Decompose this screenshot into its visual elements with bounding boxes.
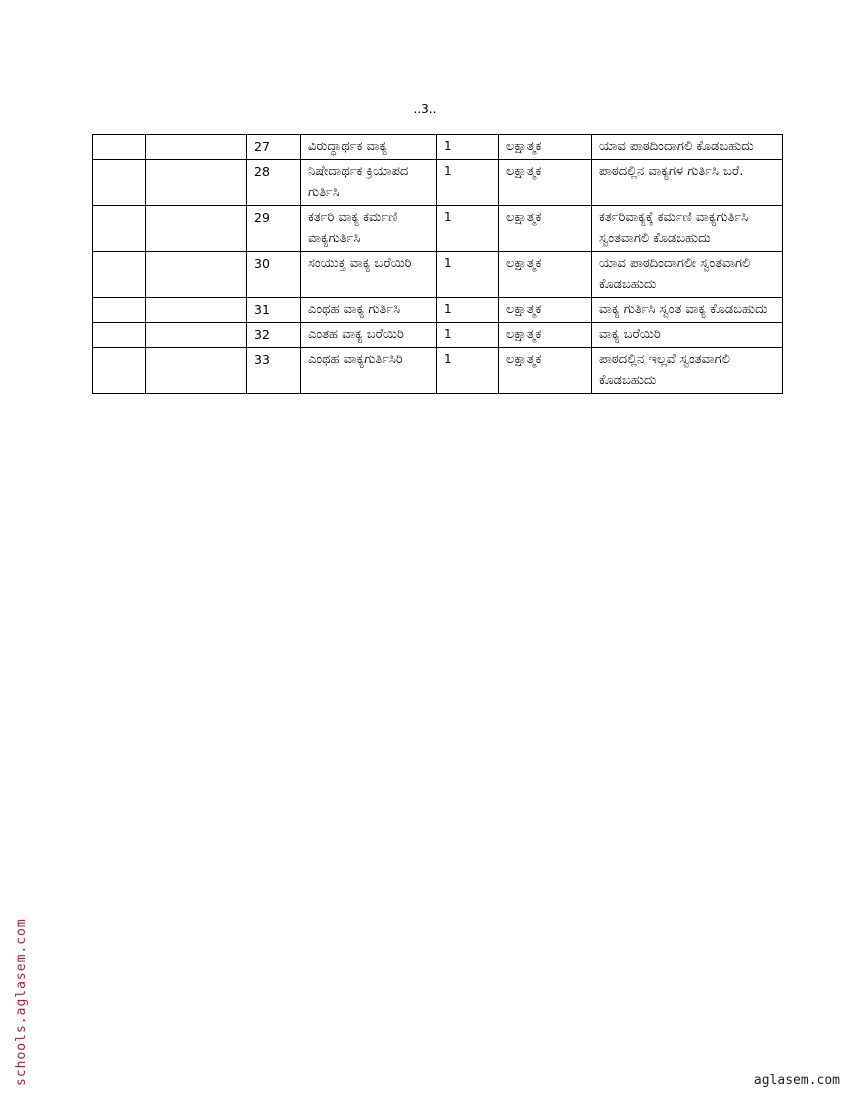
table-row (93, 252, 783, 298)
question-number: 33 (247, 348, 301, 394)
cell-col2 (146, 298, 247, 323)
cell-col2 (146, 160, 247, 206)
remarks-cell: ಪಾಠದಲ್ಲಿನ ವಾಕ್ಯಗಳ ಗುರ್ತಿಸಿ ಬರೆ. (592, 160, 783, 206)
bottom-watermark: aglasem.com (753, 1073, 840, 1088)
cell-col2 (146, 252, 247, 298)
table-row (93, 323, 783, 348)
question-number: 27 (247, 135, 301, 160)
question-number: 30 (247, 252, 301, 298)
question-number: 28 (247, 160, 301, 206)
remarks-cell: ಯಾವ ಪಾಠದಿಂದಾಗಲೀ ಸ್ವಂತವಾಗಲಿ ಕೊಡಬಹುದು (592, 252, 783, 298)
question-type: ಲಕ್ಷಾತ್ಮಕ (499, 135, 592, 160)
question-number: 32 (247, 323, 301, 348)
question-type: ಲಕ್ಷಾತ್ಮಕ (499, 206, 592, 252)
question-type: ಲಕ್ಷಾತ್ಮಕ (499, 323, 592, 348)
cell-col2 (146, 206, 247, 252)
cell-col1 (93, 252, 146, 298)
cell-col1 (93, 348, 146, 394)
table-row (93, 348, 783, 394)
question-item: ಎಂಥಹ ವಾಕ್ಯ ಗುರ್ತಿಸಿ (301, 298, 437, 323)
question-item: ಎಂತಹ ವಾಕ್ಯ ಬರೆಯಿರಿ (301, 323, 437, 348)
table-row (93, 206, 783, 252)
marks-cell: 1 (437, 135, 499, 160)
page-number: ..3.. (413, 102, 437, 116)
question-type: ಲಕ್ಷಾತ್ಮಕ (499, 298, 592, 323)
cell-col2 (146, 348, 247, 394)
remarks-cell: ವಾಕ್ಯ ಬರೆಯಿರಿ (592, 323, 783, 348)
table-row (93, 135, 783, 160)
question-item: ವಿರುದ್ಧಾರ್ಥಕ ವಾಕ್ಯ (301, 135, 437, 160)
remarks-cell: ಪಾಠದಲ್ಲಿನ ಇಲ್ಲವೆ ಸ್ವಂತವಾಗಲಿ ಕೊಡಬಹುದು (592, 348, 783, 394)
cell-col2 (146, 135, 247, 160)
marks-cell: 1 (437, 252, 499, 298)
cell-col2 (146, 323, 247, 348)
question-number: 31 (247, 298, 301, 323)
cell-col1 (93, 298, 146, 323)
table-row (93, 160, 783, 206)
remarks-cell: ಕರ್ತರಿವಾಕ್ಯಕ್ಕೆ ಕರ್ಮಣಿ ವಾಕ್ಯಗುರ್ತಿಸಿ ಸ್ವಂತವಾಗಲಿ ಕೊಡಬಹುದು (592, 206, 783, 252)
question-type: ಲಕ್ಷಾತ್ಮಕ (499, 160, 592, 206)
remarks-cell: ವಾಕ್ಯ ಗುರ್ತಿಸಿ ಸ್ವಂತ ವಾಕ್ಯ ಕೊಡಬಹುದು (592, 298, 783, 323)
marks-cell: 1 (437, 298, 499, 323)
question-item: ಎಂಥಹ ವಾಕ್ಯಗುರ್ತಿಸಿರಿ (301, 348, 437, 394)
cell-col1 (93, 135, 146, 160)
blueprint-table (92, 134, 783, 394)
cell-col1 (93, 160, 146, 206)
table-row (93, 298, 783, 323)
side-watermark: schools.aglasem.com (14, 918, 29, 1086)
cell-col1 (93, 323, 146, 348)
marks-cell: 1 (437, 206, 499, 252)
question-item: ನಿಷೇದಾರ್ಥಕ ಕ್ರಿಯಾಪದ ಗುರ್ತಿಸಿ (301, 160, 437, 206)
question-number: 29 (247, 206, 301, 252)
remarks-cell: ಯಾವ ಪಾಠದಿಂದಾಗಲಿ ಕೊಡಬಹುದು (592, 135, 783, 160)
question-type: ಲಕ್ಷಾತ್ಮಕ (499, 252, 592, 298)
question-item: ಸಂಯುಕ್ತ ವಾಕ್ಯ ಬರೆಯಿರಿ (301, 252, 437, 298)
cell-col1 (93, 206, 146, 252)
marks-cell: 1 (437, 160, 499, 206)
question-type: ಲಕ್ಷಾತ್ಮಕ (499, 348, 592, 394)
question-item: ಕರ್ತರಿ ವಾಕ್ಯ ಕರ್ಮಣಿ ವಾಕ್ಯಗುರ್ತಿಸಿ (301, 206, 437, 252)
marks-cell: 1 (437, 348, 499, 394)
marks-cell: 1 (437, 323, 499, 348)
